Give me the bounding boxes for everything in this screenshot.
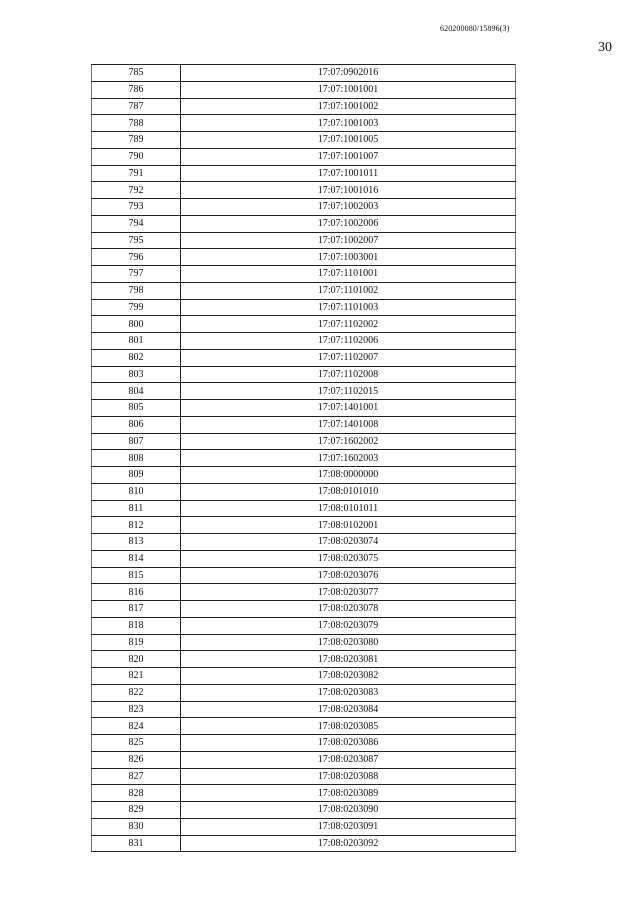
row-number-cell: 824 bbox=[92, 718, 181, 735]
document-id: 620200080/15896(3) bbox=[440, 24, 510, 33]
row-number-cell: 816 bbox=[92, 584, 181, 601]
row-number-cell: 786 bbox=[92, 81, 181, 98]
table-row bbox=[92, 316, 516, 333]
cadastral-number-cell: 17:08:0101011 bbox=[181, 500, 516, 517]
table-row bbox=[92, 751, 516, 768]
row-number-cell: 805 bbox=[92, 400, 181, 417]
cadastral-number-cell: 17:07:1102002 bbox=[181, 316, 516, 333]
row-number-cell: 809 bbox=[92, 467, 181, 484]
table-row bbox=[92, 349, 516, 366]
table-row bbox=[92, 232, 516, 249]
table-row bbox=[92, 400, 516, 417]
table-row bbox=[92, 768, 516, 785]
row-number-cell: 802 bbox=[92, 349, 181, 366]
table-row bbox=[92, 98, 516, 115]
row-number-cell: 799 bbox=[92, 299, 181, 316]
row-number-cell: 803 bbox=[92, 366, 181, 383]
cadastral-number-cell: 17:08:0203083 bbox=[181, 684, 516, 701]
table-row bbox=[92, 668, 516, 685]
table-row bbox=[92, 835, 516, 852]
table-row bbox=[92, 601, 516, 618]
table-row bbox=[92, 467, 516, 484]
row-number-cell: 826 bbox=[92, 751, 181, 768]
cadastral-number-cell: 17:07:1002006 bbox=[181, 215, 516, 232]
table-row bbox=[92, 165, 516, 182]
cadastral-number-cell: 17:07:1002003 bbox=[181, 199, 516, 216]
row-number-cell: 823 bbox=[92, 701, 181, 718]
row-number-cell: 794 bbox=[92, 215, 181, 232]
table-row bbox=[92, 215, 516, 232]
cadastral-number-cell: 17:07:1001007 bbox=[181, 148, 516, 165]
cadastral-number-cell: 17:08:0203082 bbox=[181, 668, 516, 685]
cadastral-number-cell: 17:08:0203089 bbox=[181, 785, 516, 802]
cadastral-number-cell: 17:07:1001011 bbox=[181, 165, 516, 182]
table-row bbox=[92, 433, 516, 450]
table-row bbox=[92, 567, 516, 584]
row-number-cell: 797 bbox=[92, 266, 181, 283]
row-number-cell: 815 bbox=[92, 567, 181, 584]
table-row bbox=[92, 785, 516, 802]
row-number-cell: 829 bbox=[92, 802, 181, 819]
cadastral-number-cell: 17:07:1401001 bbox=[181, 400, 516, 417]
row-number-cell: 796 bbox=[92, 249, 181, 266]
cadastral-number-cell: 17:07:1002007 bbox=[181, 232, 516, 249]
row-number-cell: 788 bbox=[92, 115, 181, 132]
row-number-cell: 831 bbox=[92, 835, 181, 852]
cadastral-number-cell: 17:08:0203079 bbox=[181, 617, 516, 634]
cadastral-number-cell: 17:07:1602003 bbox=[181, 450, 516, 467]
cadastral-number-cell: 17:08:0203075 bbox=[181, 550, 516, 567]
cadastral-number-cell: 17:08:0203092 bbox=[181, 835, 516, 852]
cadastral-number-cell: 17:08:0203091 bbox=[181, 818, 516, 835]
row-number-cell: 806 bbox=[92, 416, 181, 433]
row-number-cell: 817 bbox=[92, 601, 181, 618]
row-number-cell: 819 bbox=[92, 634, 181, 651]
row-number-cell: 789 bbox=[92, 132, 181, 149]
table-row bbox=[92, 735, 516, 752]
cadastral-number-cell: 17:07:1602002 bbox=[181, 433, 516, 450]
row-number-cell: 790 bbox=[92, 148, 181, 165]
table-row bbox=[92, 148, 516, 165]
page-number: 30 bbox=[598, 40, 612, 55]
cadastral-number-cell: 17:07:1102006 bbox=[181, 333, 516, 350]
row-number-cell: 822 bbox=[92, 684, 181, 701]
table-row bbox=[92, 500, 516, 517]
cadastral-number-cell: 17:08:0203088 bbox=[181, 768, 516, 785]
cadastral-number-cell: 17:07:1003001 bbox=[181, 249, 516, 266]
cadastral-number-cell: 17:07:1001005 bbox=[181, 132, 516, 149]
row-number-cell: 795 bbox=[92, 232, 181, 249]
row-number-cell: 785 bbox=[92, 65, 181, 82]
cadastral-number-cell: 17:07:1001016 bbox=[181, 182, 516, 199]
cadastral-number-cell: 17:07:1102008 bbox=[181, 366, 516, 383]
row-number-cell: 791 bbox=[92, 165, 181, 182]
cadastral-number-cell: 17:08:0203084 bbox=[181, 701, 516, 718]
row-number-cell: 811 bbox=[92, 500, 181, 517]
table-row bbox=[92, 617, 516, 634]
table-row bbox=[92, 684, 516, 701]
cadastral-number-cell: 17:07:1101002 bbox=[181, 282, 516, 299]
cadastral-number-cell: 17:08:0203078 bbox=[181, 601, 516, 618]
cadastral-number-cell: 17:08:0203086 bbox=[181, 735, 516, 752]
row-number-cell: 804 bbox=[92, 383, 181, 400]
table-row bbox=[92, 550, 516, 567]
table-row bbox=[92, 483, 516, 500]
row-number-cell: 814 bbox=[92, 550, 181, 567]
row-number-cell: 830 bbox=[92, 818, 181, 835]
row-number-cell: 825 bbox=[92, 735, 181, 752]
table-row bbox=[92, 701, 516, 718]
cadastral-number-cell: 17:08:0000000 bbox=[181, 467, 516, 484]
cadastral-number-cell: 17:07:1001001 bbox=[181, 81, 516, 98]
table-row bbox=[92, 517, 516, 534]
table-row bbox=[92, 584, 516, 601]
table-row bbox=[92, 383, 516, 400]
cadastral-table-container bbox=[91, 64, 516, 852]
cadastral-number-cell: 17:08:0203076 bbox=[181, 567, 516, 584]
table-row bbox=[92, 249, 516, 266]
table-row bbox=[92, 534, 516, 551]
cadastral-number-cell: 17:07:1101001 bbox=[181, 266, 516, 283]
row-number-cell: 810 bbox=[92, 483, 181, 500]
table-row bbox=[92, 718, 516, 735]
cadastral-number-cell: 17:08:0203090 bbox=[181, 802, 516, 819]
table-row bbox=[92, 416, 516, 433]
cadastral-number-cell: 17:07:1001003 bbox=[181, 115, 516, 132]
cadastral-number-cell: 17:08:0203074 bbox=[181, 534, 516, 551]
table-row bbox=[92, 802, 516, 819]
cadastral-number-cell: 17:07:0902016 bbox=[181, 65, 516, 82]
table-row bbox=[92, 132, 516, 149]
cadastral-number-cell: 17:08:0203085 bbox=[181, 718, 516, 735]
table-row bbox=[92, 282, 516, 299]
cadastral-number-cell: 17:08:0203080 bbox=[181, 634, 516, 651]
row-number-cell: 800 bbox=[92, 316, 181, 333]
row-number-cell: 787 bbox=[92, 98, 181, 115]
row-number-cell: 813 bbox=[92, 534, 181, 551]
cadastral-number-cell: 17:08:0101010 bbox=[181, 483, 516, 500]
cadastral-number-cell: 17:07:1102007 bbox=[181, 349, 516, 366]
cadastral-number-cell: 17:08:0203087 bbox=[181, 751, 516, 768]
row-number-cell: 820 bbox=[92, 651, 181, 668]
table-row bbox=[92, 651, 516, 668]
table-row bbox=[92, 366, 516, 383]
cadastral-number-cell: 17:07:1101003 bbox=[181, 299, 516, 316]
table-row bbox=[92, 81, 516, 98]
cadastral-number-cell: 17:08:0102001 bbox=[181, 517, 516, 534]
row-number-cell: 798 bbox=[92, 282, 181, 299]
table-row bbox=[92, 333, 516, 350]
row-number-cell: 792 bbox=[92, 182, 181, 199]
cadastral-number-cell: 17:07:1001002 bbox=[181, 98, 516, 115]
cadastral-number-cell: 17:07:1102015 bbox=[181, 383, 516, 400]
table-row bbox=[92, 199, 516, 216]
table-body bbox=[92, 65, 516, 852]
row-number-cell: 808 bbox=[92, 450, 181, 467]
cadastral-table bbox=[91, 64, 516, 852]
table-row bbox=[92, 65, 516, 82]
cadastral-number-cell: 17:08:0203081 bbox=[181, 651, 516, 668]
table-row bbox=[92, 450, 516, 467]
table-row bbox=[92, 182, 516, 199]
row-number-cell: 807 bbox=[92, 433, 181, 450]
cadastral-number-cell: 17:08:0203077 bbox=[181, 584, 516, 601]
row-number-cell: 793 bbox=[92, 199, 181, 216]
row-number-cell: 821 bbox=[92, 668, 181, 685]
table-row bbox=[92, 299, 516, 316]
table-row bbox=[92, 266, 516, 283]
row-number-cell: 801 bbox=[92, 333, 181, 350]
table-row bbox=[92, 634, 516, 651]
table-row bbox=[92, 818, 516, 835]
row-number-cell: 812 bbox=[92, 517, 181, 534]
cadastral-number-cell: 17:07:1401008 bbox=[181, 416, 516, 433]
table-row bbox=[92, 115, 516, 132]
row-number-cell: 828 bbox=[92, 785, 181, 802]
row-number-cell: 827 bbox=[92, 768, 181, 785]
row-number-cell: 818 bbox=[92, 617, 181, 634]
